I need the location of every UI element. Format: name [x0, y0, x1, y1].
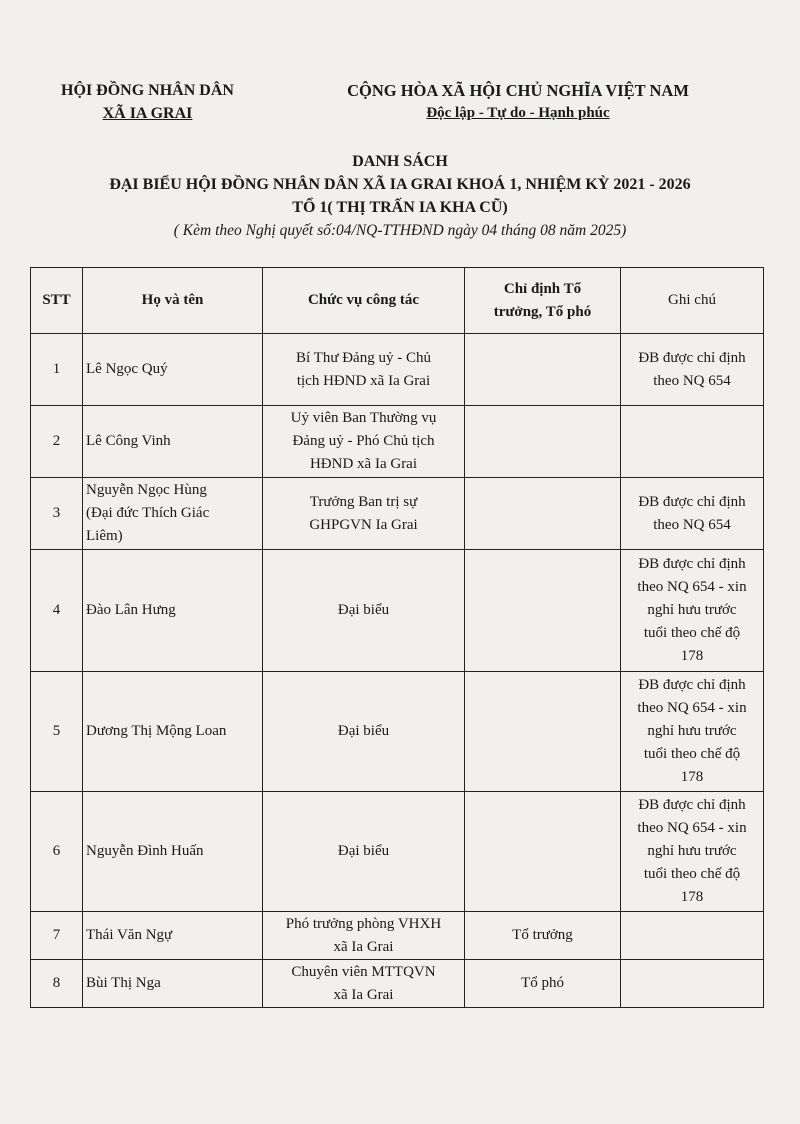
cell-note-line: theo NQ 654	[653, 372, 731, 389]
cell-name-line: Nguyễn Đình Huấn	[86, 843, 204, 859]
cell-position	[263, 912, 465, 960]
cell-name-line: Bùi Thị Nga	[86, 975, 161, 991]
cell-role	[465, 672, 621, 792]
table-row	[31, 334, 764, 406]
table-row	[31, 672, 764, 792]
cell-note-line: theo NQ 654 - xin	[637, 579, 747, 595]
cell-name-line: Lê Ngọc Quý	[86, 361, 168, 377]
cell-name-line: Dương Thị Mộng Loan	[86, 723, 227, 739]
issuing-body	[30, 79, 265, 125]
header-role	[465, 268, 621, 334]
group-heading: TỔ 1( THỊ TRẤN IA KHA CŨ)	[292, 199, 508, 216]
cell-position-line: tịch HĐND xã Ia Grai	[296, 372, 431, 389]
cell-stt: 2	[31, 406, 83, 478]
cell-name	[83, 406, 263, 478]
cell-note-line: theo NQ 654	[653, 516, 731, 533]
cell-note	[621, 792, 764, 912]
header-role-line: trưởng, Tổ phó	[493, 303, 592, 320]
cell-position-line: Phó trưởng phòng VHXH	[285, 915, 442, 932]
cell-position-line: Đại biểu	[337, 723, 390, 739]
cell-stt: 8	[31, 960, 83, 1008]
cell-note-line: theo NQ 654 - xin	[637, 820, 747, 836]
header-position: Chức vụ công tác	[263, 268, 465, 334]
cell-name-line: Lê Công Vinh	[86, 433, 171, 449]
cell-position	[263, 550, 465, 672]
cell-position-line: Bí Thư Đảng uỷ - Chủ	[296, 349, 431, 366]
table-row	[31, 406, 764, 478]
document-heading: ĐẠI BIỂU HỘI ĐỒNG NHÂN DÂN XÃ IA GRAI KHOÁ 1, NHIỆM KỲ 2021 - 2026	[109, 176, 691, 193]
cell-note-line: ĐB được chỉ định	[638, 493, 746, 510]
cell-position-line: xã Ia Grai	[333, 986, 394, 1003]
table-row	[31, 960, 764, 1008]
cell-note-line: ĐB được chỉ định	[638, 556, 746, 572]
cell-note	[621, 912, 764, 960]
table-row	[31, 550, 764, 672]
cell-role	[465, 550, 621, 672]
resolution-reference: ( Kèm theo Nghị quyết số:04/NQ-TTHĐND ngày 04 tháng 08 năm 2025)	[173, 222, 627, 239]
cell-note-line: nghỉ hưu trước	[647, 723, 737, 739]
cell-name	[83, 912, 263, 960]
cell-position-line: Đại biểu	[337, 843, 390, 859]
cell-role: Tổ phó	[465, 960, 621, 1008]
cell-name	[83, 672, 263, 792]
cell-note	[621, 672, 764, 792]
nation-name: CỘNG HÒA XÃ HỘI CHỦ NGHĨA VIỆT NAM	[347, 81, 689, 100]
cell-position	[263, 406, 465, 478]
cell-name-line: Liêm)	[86, 528, 123, 544]
header-stt: STT	[31, 268, 83, 334]
cell-position-line: Trưởng Ban trị sự	[309, 493, 418, 510]
cell-stt: 5	[31, 672, 83, 792]
cell-position-line: Đại biểu	[337, 602, 390, 618]
document-titles	[0, 150, 800, 242]
cell-role	[465, 406, 621, 478]
cell-role	[465, 334, 621, 406]
cell-name-line: Đào Lân Hưng	[86, 602, 176, 618]
cell-note	[621, 406, 764, 478]
cell-position	[263, 960, 465, 1008]
commune-name: XÃ IA GRAI	[102, 105, 193, 122]
cell-stt: 4	[31, 550, 83, 672]
cell-position	[263, 478, 465, 550]
cell-name-line: Nguyễn Ngọc Hùng	[86, 482, 207, 498]
cell-note	[621, 334, 764, 406]
cell-position-line: HĐND xã Ia Grai	[309, 456, 418, 472]
cell-name-line: (Đại đức Thích Giác	[86, 505, 210, 521]
cell-position-line: Chuyên viên MTTQVN	[291, 963, 436, 980]
cell-name	[83, 960, 263, 1008]
header-note: Ghi chú	[621, 268, 764, 334]
cell-role	[465, 792, 621, 912]
national-heading	[298, 79, 738, 125]
header-role-line: Chỉ định Tổ	[503, 280, 582, 297]
table-row	[31, 478, 764, 550]
cell-stt: 6	[31, 792, 83, 912]
cell-position-line: Đảng uỷ - Phó Chủ tịch	[292, 433, 435, 449]
cell-note-line: nghỉ hưu trước	[647, 602, 737, 618]
cell-position	[263, 672, 465, 792]
cell-role: Tổ trưởng	[465, 912, 621, 960]
cell-note	[621, 478, 764, 550]
cell-name	[83, 334, 263, 406]
cell-name	[83, 550, 263, 672]
cell-stt: 7	[31, 912, 83, 960]
cell-name	[83, 478, 263, 550]
table-row	[31, 912, 764, 960]
cell-note-line: nghỉ hưu trước	[647, 843, 737, 859]
cell-note	[621, 550, 764, 672]
cell-position	[263, 334, 465, 406]
cell-position-line: Uỷ viên Ban Thường vụ	[290, 410, 437, 426]
cell-note-line: ĐB được chỉ định	[638, 677, 746, 693]
council-name: HỘI ĐỒNG NHÂN DÂN	[61, 82, 234, 99]
cell-note-line: tuổi theo chế độ	[643, 625, 741, 641]
cell-note-line: 178	[680, 889, 704, 905]
cell-name	[83, 792, 263, 912]
cell-stt: 1	[31, 334, 83, 406]
cell-position-line: xã Ia Grai	[333, 938, 394, 955]
cell-note-line: theo NQ 654 - xin	[637, 700, 747, 716]
delegate-table	[30, 267, 764, 1008]
cell-note-line: tuổi theo chế độ	[643, 866, 741, 882]
table-row	[31, 792, 764, 912]
cell-note-line: ĐB được chỉ định	[638, 349, 746, 366]
cell-stt: 3	[31, 478, 83, 550]
cell-note-line: tuổi theo chế độ	[643, 746, 741, 762]
cell-role	[465, 478, 621, 550]
cell-note-line: ĐB được chỉ định	[638, 797, 746, 813]
cell-name-line: Thái Văn Ngự	[86, 927, 173, 943]
document-title: DANH SÁCH	[352, 153, 448, 170]
table-header-row	[31, 268, 764, 334]
national-motto: Độc lập - Tự do - Hạnh phúc	[426, 105, 610, 121]
cell-position	[263, 792, 465, 912]
cell-note-line: 178	[680, 648, 704, 664]
cell-note-line: 178	[680, 769, 704, 785]
header-name: Họ và tên	[83, 268, 263, 334]
cell-position-line: GHPGVN Ia Grai	[309, 516, 418, 533]
cell-note	[621, 960, 764, 1008]
